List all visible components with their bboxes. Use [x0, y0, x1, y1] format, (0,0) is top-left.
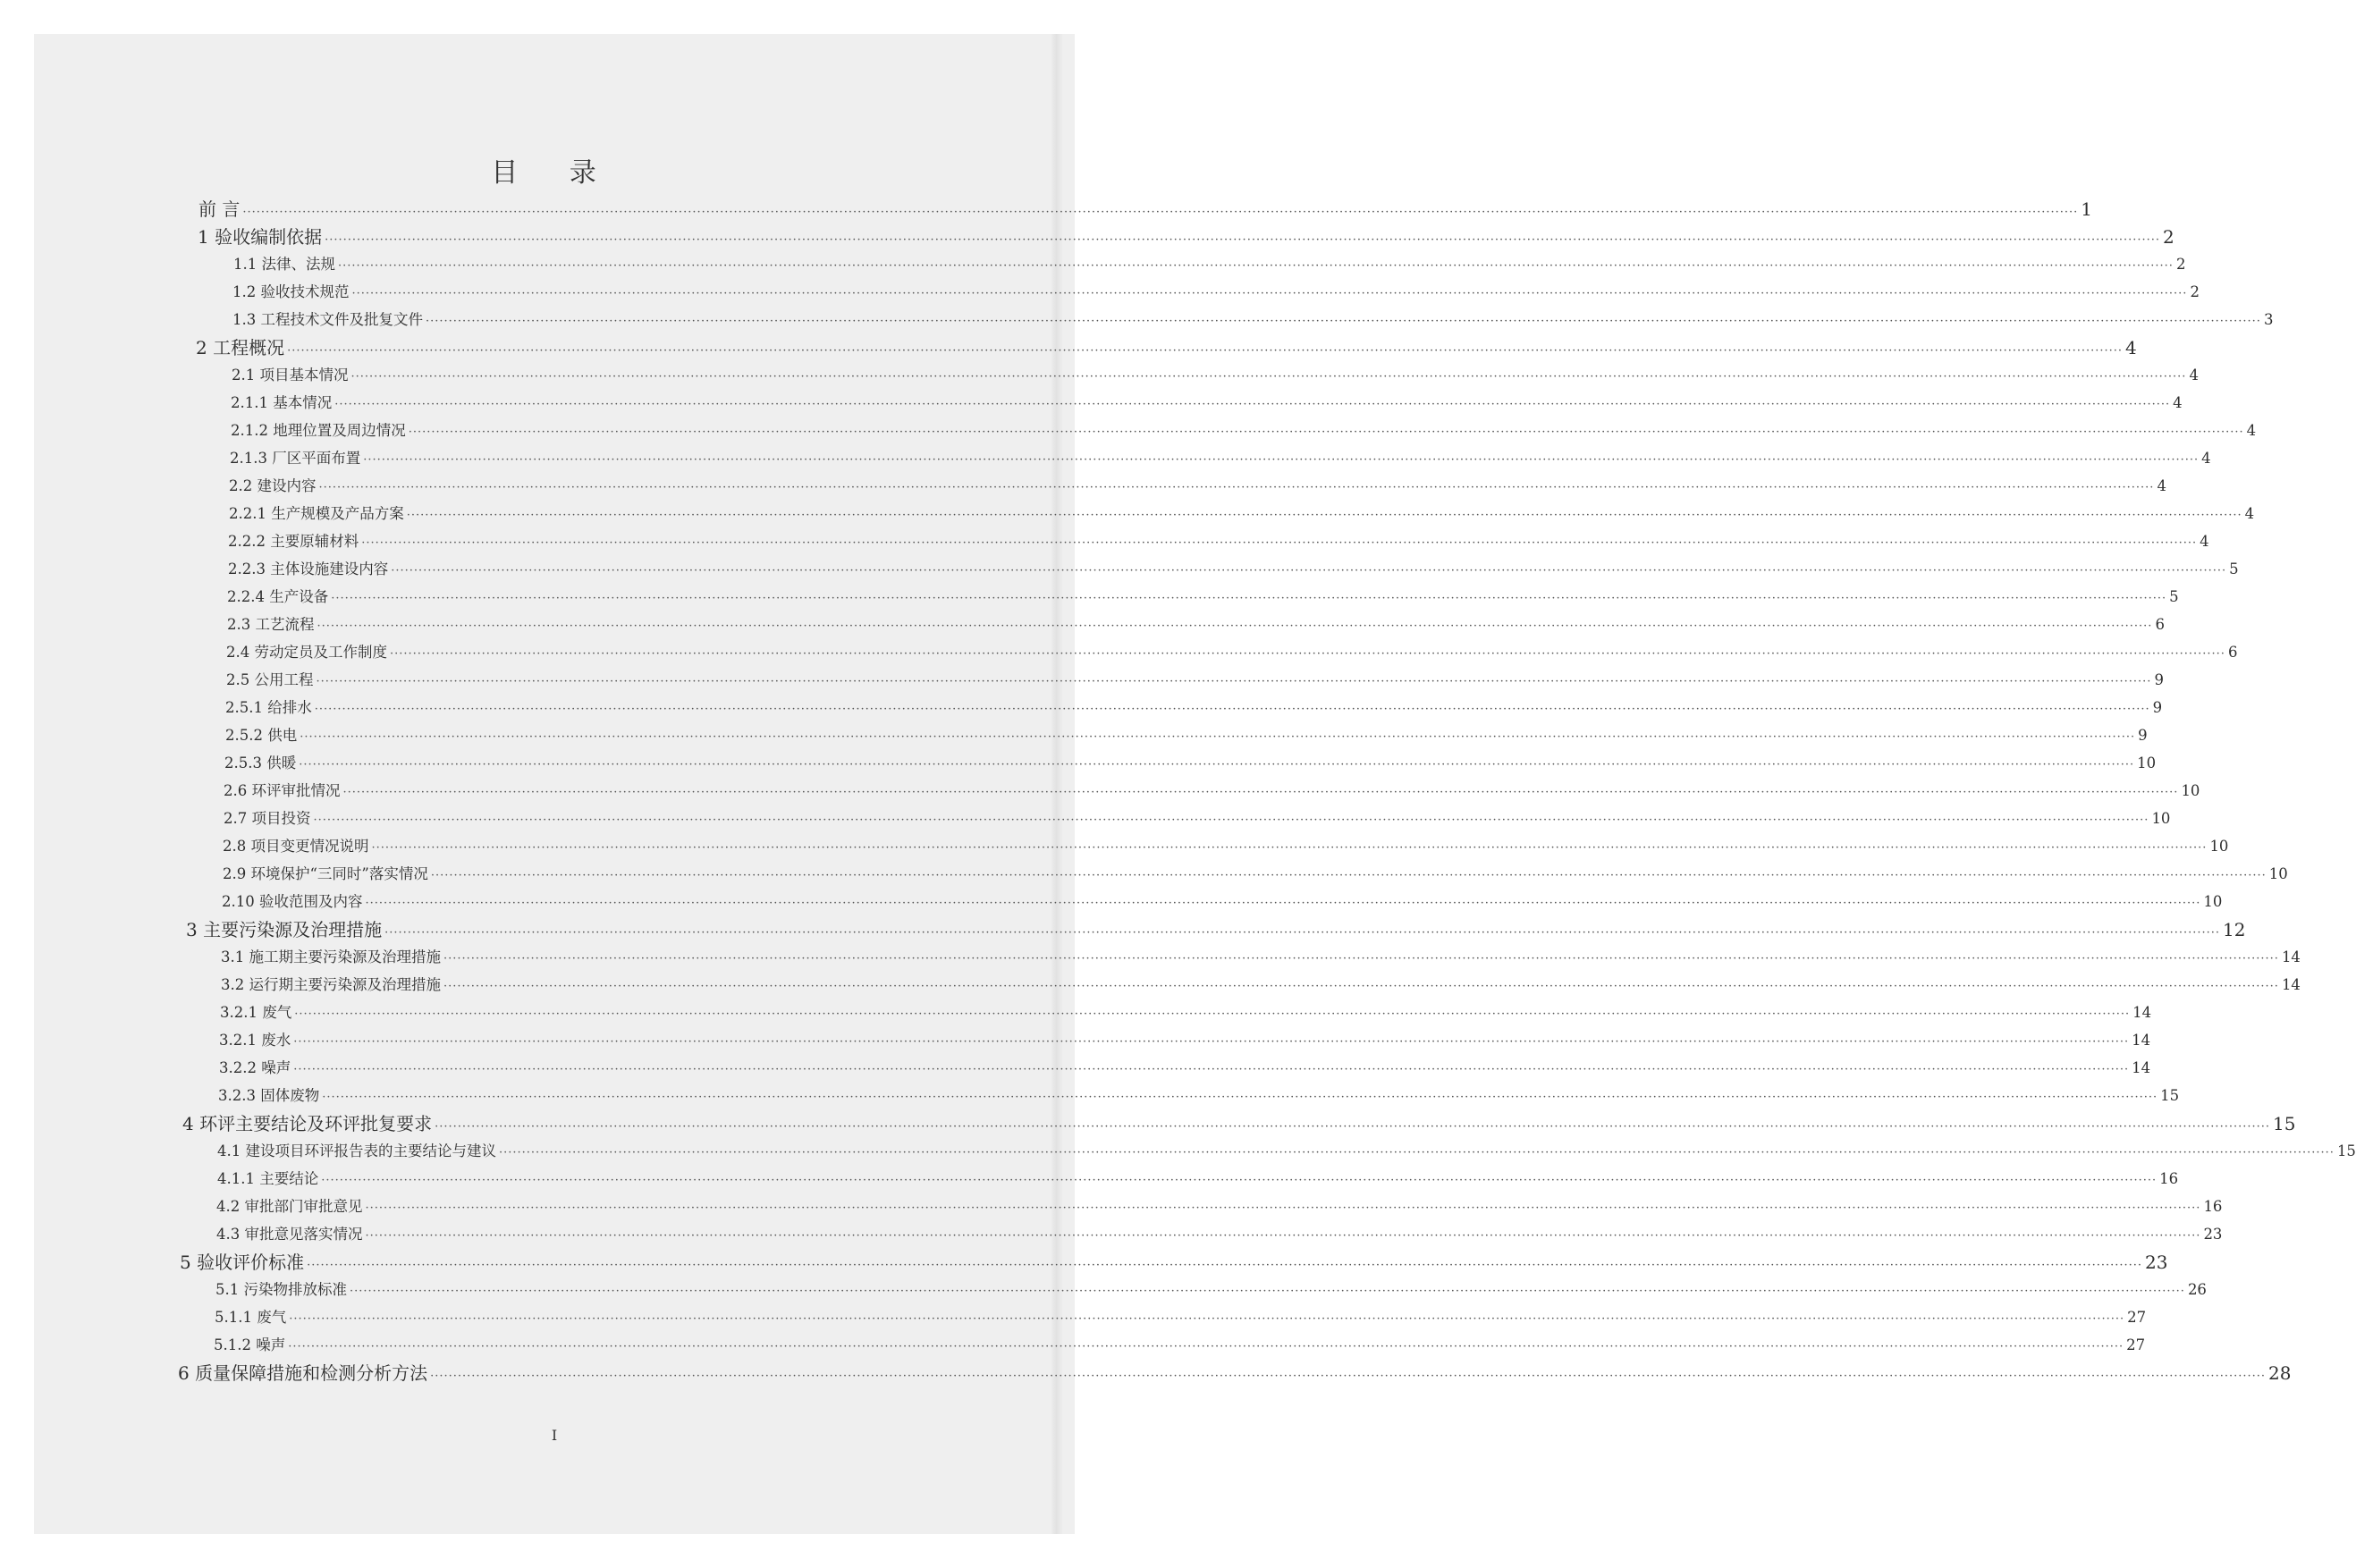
toc-entry-page: 14 — [2281, 948, 2301, 965]
toc-entry-label: 2.2 建设内容 — [229, 477, 317, 494]
toc-entry-page: 4 — [2244, 505, 2255, 522]
toc-entry-label: 4.2 审批部门审批意见 — [216, 1198, 363, 1215]
toc-entry[interactable] — [228, 529, 2209, 554]
toc-entry-page: 3 — [2263, 311, 2274, 328]
toc-entry-label: 2.1.2 地理位置及周边情况 — [231, 422, 406, 439]
toc-entry-page: 10 — [2268, 865, 2288, 882]
toc-entry-page: 14 — [2281, 976, 2301, 993]
toc-entry[interactable] — [217, 1139, 2356, 1164]
toc-entry[interactable] — [225, 723, 2148, 748]
toc-entry-page: 2 — [2190, 283, 2200, 300]
toc-dot-leader: ················································································································································································································································································································································································································ — [293, 1063, 2130, 1076]
toc-entry-page: 5 — [2169, 588, 2179, 605]
toc-entry[interactable] — [231, 418, 2257, 443]
toc-entry-label: 4.3 审批意见落实情况 — [216, 1226, 363, 1243]
toc-entry-label: 1.2 验收技术规范 — [232, 283, 350, 300]
toc-dot-leader: ················································································································································································································································································································································································································ — [350, 370, 2187, 384]
toc-entry[interactable] — [223, 834, 2229, 859]
toc-entry-page: 4 — [2246, 422, 2257, 439]
toc-entry-label: 4 环评主要结论及环评批复要求 — [182, 1113, 433, 1134]
toc-dot-leader: ················································································································································································································································································································································································································ — [342, 786, 2179, 799]
toc-entry-page: 2 — [2175, 256, 2186, 273]
toc-entry-page: 23 — [2203, 1226, 2223, 1243]
toc-entry-page: 5 — [2229, 561, 2239, 577]
toc-entry-label: 1.1 法律、法规 — [233, 256, 335, 273]
toc-entry-label: 3.2.1 废水 — [219, 1032, 291, 1049]
toc-dot-leader: ················································································································································································································································································································································································································ — [299, 758, 2135, 771]
toc-dot-leader: ················································································································································································································································································································································································································ — [289, 1312, 2125, 1326]
toc-entry[interactable] — [223, 862, 2288, 887]
toc-entry-label: 3.2.1 废气 — [220, 1004, 292, 1021]
toc-dot-leader: ················································································································································································································································································································································································································ — [350, 1285, 2185, 1298]
toc-entry-page: 4 — [2125, 337, 2137, 358]
toc-entry-page: 4 — [2173, 394, 2183, 411]
page-number: I — [551, 1427, 558, 1444]
toc-dot-leader: ················································································································································································································································································································································································································ — [408, 426, 2244, 439]
toc-dot-leader: ················································································································································································································································································································································································································ — [314, 703, 2150, 716]
toc-entry-page: 4 — [2157, 477, 2166, 494]
toc-entry[interactable] — [226, 668, 2164, 693]
toc-entry-label: 2.5.1 给排水 — [225, 699, 312, 716]
toc-dot-leader: ················································································································································································································································································································································································································ — [351, 287, 2188, 300]
toc-entry-page: 9 — [2154, 671, 2164, 688]
toc-entry[interactable] — [226, 640, 2238, 665]
toc-entry[interactable] — [219, 1028, 2151, 1053]
toc-entry-label: 2.5.3 供暖 — [224, 754, 297, 771]
toc-entry[interactable] — [220, 1000, 2152, 1025]
toc-entry[interactable] — [232, 280, 2200, 305]
toc-entry-page: 15 — [2273, 1113, 2296, 1134]
toc-entry-label: 前 言 — [198, 198, 241, 220]
toc-entry-label: 4.1.1 主要结论 — [217, 1170, 319, 1187]
toc-entry[interactable] — [216, 1194, 2223, 1219]
toc-dot-leader: ················································································································································································································································································································································································································ — [294, 1007, 2131, 1021]
toc-entry[interactable] — [232, 363, 2199, 388]
toc-entry-page: 16 — [2203, 1198, 2223, 1215]
toc-entry-page: 10 — [2137, 754, 2157, 771]
toc-entry[interactable] — [224, 779, 2200, 804]
toc-dot-leader: ················································································································································································································································································································································································································ — [318, 481, 2155, 494]
toc-entry-label: 2.3 工艺流程 — [227, 616, 315, 633]
toc-dot-leader: ················································································································································································································································································································································································································ — [390, 647, 2225, 661]
toc-entry-page: 10 — [2181, 782, 2200, 799]
toc-entry-label: 2.1.1 基本情况 — [231, 394, 333, 411]
toc-entry-page: 15 — [2336, 1142, 2356, 1159]
toc-dot-leader: ················································································································································································································································································································································································································ — [365, 1229, 2201, 1243]
toc-entry-label: 2.2.3 主体设施建设内容 — [228, 561, 389, 577]
toc-entry-label: 5 验收评价标准 — [180, 1252, 305, 1273]
toc-entry-label: 5.1.2 噪声 — [214, 1336, 286, 1353]
toc-entry[interactable] — [182, 1111, 2296, 1136]
toc-dot-leader: ················································································································································································································································································································································································································ — [435, 1120, 2271, 1134]
toc-entry-page: 4 — [2200, 533, 2209, 550]
toc-entry[interactable] — [198, 224, 2174, 249]
toc-entry-page: 6 — [2155, 616, 2165, 633]
toc-entry[interactable] — [219, 1056, 2151, 1081]
toc-dot-leader: ················································································································································································································································································································································································································ — [371, 841, 2208, 855]
toc-entry-page: 10 — [2203, 893, 2223, 910]
toc-entry-page: 27 — [2126, 1336, 2146, 1353]
toc-entry-label: 1 验收编制依据 — [198, 226, 323, 248]
toc-entry[interactable] — [227, 612, 2165, 637]
toc-dot-leader: ················································································································································································································································································································································································································ — [334, 398, 2171, 411]
toc-entry[interactable] — [221, 973, 2301, 998]
toc-dot-leader: ················································································································································································································································································································································································································ — [321, 1174, 2158, 1187]
toc-entry-page: 26 — [2187, 1281, 2207, 1298]
toc-entry-label: 2.7 项目投资 — [224, 810, 311, 827]
toc-entry-page: 16 — [2159, 1170, 2179, 1187]
toc-dot-leader: ················································································································································································································································································································································································································ — [365, 1201, 2201, 1215]
toc-entry-page: 12 — [2223, 919, 2246, 940]
toc-entry[interactable] — [229, 474, 2166, 499]
toc-dot-leader: ················································································································································································································································································································································································································ — [313, 814, 2149, 827]
toc-entry-page: 14 — [2132, 1032, 2151, 1049]
toc-dot-leader: ················································································································································································································································································································································································································ — [322, 1091, 2158, 1104]
toc-entry-label: 3.2.3 固体废物 — [218, 1087, 320, 1104]
toc-entry-label: 3.2 运行期主要污染源及治理措施 — [221, 976, 441, 993]
toc-entry-label: 2.10 验收范围及内容 — [222, 893, 363, 910]
toc-dot-leader: ················································································································································································································································································································································································································ — [406, 509, 2242, 522]
toc-dot-leader: ················································································································································································································································································································································································································ — [316, 675, 2152, 688]
toc-dot-leader: ················································································································································································································································································································································································································ — [499, 1146, 2335, 1159]
toc-dot-leader: ················································································································································································································································································································································································································ — [430, 869, 2267, 882]
toc-entry[interactable] — [225, 695, 2163, 721]
toc-entry[interactable] — [229, 502, 2255, 527]
toc-entry-page: 14 — [2132, 1059, 2151, 1076]
toc-entry-page: 6 — [2227, 644, 2238, 661]
toc-entry-page: 27 — [2127, 1309, 2147, 1326]
toc-entry[interactable] — [233, 252, 2186, 277]
toc-entry-page: 28 — [2268, 1362, 2292, 1384]
toc-entry-label: 2.5.2 供电 — [225, 727, 298, 744]
toc-entry[interactable] — [196, 335, 2137, 360]
toc-entry[interactable] — [216, 1222, 2223, 1247]
toc-entry-page: 15 — [2160, 1087, 2180, 1104]
toc-entry[interactable] — [198, 197, 2093, 222]
toc-entry-label: 3 主要污染源及治理措施 — [186, 919, 383, 940]
toc-entry[interactable] — [180, 1250, 2168, 1275]
toc-entry-label: 2.2.4 生产设备 — [227, 588, 329, 605]
toc-entry[interactable] — [186, 917, 2246, 942]
toc-entry-page: 14 — [2132, 1004, 2152, 1021]
toc-entry[interactable] — [224, 751, 2157, 776]
toc-entry-page: 2 — [2163, 226, 2174, 248]
toc-entry-label: 2 工程概况 — [196, 337, 285, 358]
toc-dot-leader: ················································································································································································································································································································································································································ — [426, 315, 2261, 328]
toc-entry-label: 2.9 环境保护“三同时”落实情况 — [223, 865, 428, 882]
toc-entry-page: 9 — [2138, 727, 2148, 744]
toc-entry[interactable] — [230, 446, 2211, 471]
toc-entry-label: 1.3 工程技术文件及批复文件 — [232, 311, 423, 328]
toc-dot-leader: ················································································································································································································································································································································································································ — [288, 1340, 2124, 1353]
toc-entry-page: 9 — [2152, 699, 2163, 716]
toc-entry-label: 5.1 污染物排放标准 — [215, 1281, 347, 1298]
toc-entry[interactable] — [228, 557, 2239, 582]
toc-dot-leader: ················································································································································································································································································································································································································ — [317, 620, 2153, 633]
toc-dot-leader: ················································································································································································································································································································································································································ — [443, 952, 2279, 965]
toc-entry-label: 3.2.2 噪声 — [219, 1059, 291, 1076]
toc-entry-page: 10 — [2209, 838, 2229, 855]
toc-entry[interactable] — [231, 391, 2183, 416]
table-of-contents — [0, 197, 2356, 1421]
toc-entry[interactable] — [217, 1167, 2179, 1192]
toc-dot-leader: ················································································································································································································································································································································································································ — [430, 1370, 2267, 1383]
toc-dot-leader: ················································································································································································································································································································································································································ — [331, 592, 2167, 605]
toc-dot-leader: ················································································································································································································································································································································································································ — [293, 1035, 2130, 1049]
toc-entry[interactable] — [215, 1305, 2147, 1330]
toc-entry[interactable] — [221, 945, 2301, 970]
toc-dot-leader: ················································································································································································································································································································································································································ — [363, 453, 2200, 467]
toc-dot-leader: ················································································································································································································································································································································································································ — [300, 730, 2136, 744]
toc-entry[interactable] — [178, 1361, 2292, 1386]
toc-entry-label: 2.2.1 生产规模及产品方案 — [229, 505, 404, 522]
toc-entry-label: 2.1.3 厂区平面布置 — [230, 450, 361, 467]
toc-dot-leader: ················································································································································································································································································································································································································ — [287, 344, 2124, 358]
toc-dot-leader: ················································································································································································································································································································································································································ — [242, 206, 2079, 219]
toc-entry[interactable] — [215, 1277, 2207, 1302]
toc-entry[interactable] — [224, 806, 2171, 831]
toc-entry-page: 10 — [2151, 810, 2171, 827]
toc-dot-leader: ················································································································································································································································································································································································································ — [384, 926, 2221, 940]
toc-entry-label: 3.1 施工期主要污染源及治理措施 — [221, 948, 441, 965]
toc-dot-leader: ················································································································································································································································································································································································································ — [338, 259, 2174, 273]
toc-entry-page: 1 — [2081, 198, 2093, 220]
toc-entry-label: 4.1 建设项目环评报告表的主要结论与建议 — [217, 1142, 496, 1159]
toc-entry-label: 2.1 项目基本情况 — [232, 367, 349, 384]
toc-entry-label: 2.8 项目变更情况说明 — [223, 838, 369, 855]
toc-entry[interactable] — [218, 1083, 2180, 1109]
toc-dot-leader: ················································································································································································································································································································································································································ — [365, 897, 2201, 910]
toc-dot-leader: ················································································································································································································································································································································································································ — [443, 980, 2279, 993]
toc-entry[interactable] — [227, 585, 2179, 610]
toc-entry-label: 2.5 公用工程 — [226, 671, 314, 688]
toc-entry-page: 4 — [2189, 367, 2199, 384]
toc-entry[interactable] — [232, 308, 2274, 333]
toc-entry[interactable] — [214, 1333, 2146, 1358]
toc-dot-leader: ················································································································································································································································································································································································································ — [307, 1259, 2143, 1272]
toc-entry-page: 4 — [2201, 450, 2211, 467]
toc-entry-label: 2.2.2 主要原辅材料 — [228, 533, 359, 550]
toc-entry[interactable] — [222, 889, 2223, 915]
toc-entry-label: 6 质量保障措施和检测分析方法 — [178, 1362, 428, 1384]
toc-dot-leader: ················································································································································································································································································································································································································ — [361, 536, 2198, 550]
toc-entry-label: 2.6 环评审批情况 — [224, 782, 341, 799]
toc-dot-leader: ················································································································································································································································································································································································································ — [325, 233, 2161, 247]
toc-dot-leader: ················································································································································································································································································································································································································ — [391, 564, 2227, 577]
page-title: 目 录 — [491, 157, 618, 189]
toc-entry-label: 5.1.1 废气 — [215, 1309, 287, 1326]
toc-entry-label: 2.4 劳动定员及工作制度 — [226, 644, 387, 661]
toc-entry-page: 23 — [2145, 1252, 2168, 1273]
